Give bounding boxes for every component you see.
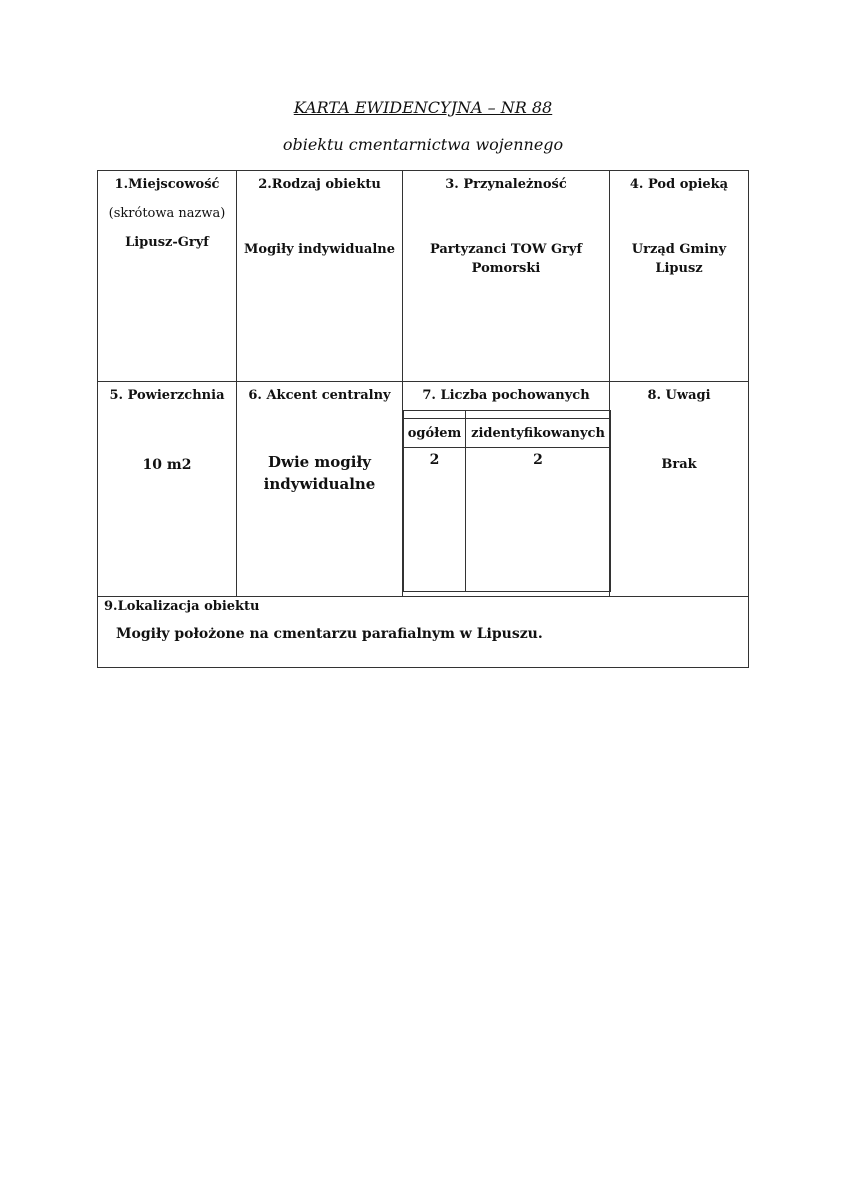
table-row [404, 419, 611, 448]
document-title: KARTA EWIDENCYJNA – NR 88 [293, 98, 553, 117]
locality-header: 1.Miejscowość [114, 177, 220, 192]
caretaker-header: 4. Pod opieką [629, 177, 729, 192]
object-type-value: Mogiły indywidualne [244, 242, 395, 257]
table-row [98, 597, 749, 668]
remarks-value: Brak [661, 457, 697, 472]
burials-total-value: 2 [404, 448, 466, 592]
cell-location [98, 597, 749, 668]
cell-caretaker [610, 171, 749, 382]
cell-area [98, 382, 237, 597]
cell-affiliation [403, 171, 610, 382]
caretaker-value-line1: Urząd Gminy [631, 242, 727, 257]
burials-total-header: ogółem [404, 419, 466, 448]
table-row [98, 382, 749, 597]
affiliation-header: 3. Przynależność [445, 177, 567, 192]
area-header: 5. Powierzchnia [109, 388, 225, 403]
cell-locality [98, 171, 237, 382]
central-accent-value-line2: indywidualne [263, 475, 376, 493]
burials-header: 7. Liczba pochowanych [422, 388, 590, 403]
central-accent-value-line1: Dwie mogiły [268, 453, 371, 471]
area-value: 10 m2 [142, 457, 192, 473]
locality-value: Lipusz-Gryf [125, 235, 209, 250]
cell-burials [403, 382, 610, 597]
location-label: 9.Lokalizacja obiektu [104, 599, 260, 614]
document-subtitle: obiektu cmentarnictwa wojennego [282, 135, 564, 154]
table-row [404, 448, 611, 592]
remarks-header: 8. Uwagi [647, 388, 711, 403]
object-type-header: 2.Rodzaj obiektu [258, 177, 381, 192]
burials-identified-header: zidentyfikowanych [466, 419, 611, 448]
caretaker-value-line2: Lipusz [655, 261, 703, 276]
burials-subtable [403, 410, 611, 592]
cell-central-accent [237, 382, 403, 597]
cell-object-type [237, 171, 403, 382]
table-row [98, 171, 749, 382]
central-accent-header: 6. Akcent centralny [248, 388, 391, 403]
record-card-table [97, 170, 749, 668]
locality-note: (skrótowa nazwa) [108, 206, 226, 221]
affiliation-value-line2: Pomorski [471, 261, 541, 276]
cell-remarks [610, 382, 749, 597]
location-text: Mogiły położone na cmentarzu parafialnym w Lipuszu. [116, 626, 543, 642]
burials-identified-value: 2 [466, 448, 611, 592]
affiliation-value-line1: Partyzanci TOW Gryf [429, 242, 583, 257]
